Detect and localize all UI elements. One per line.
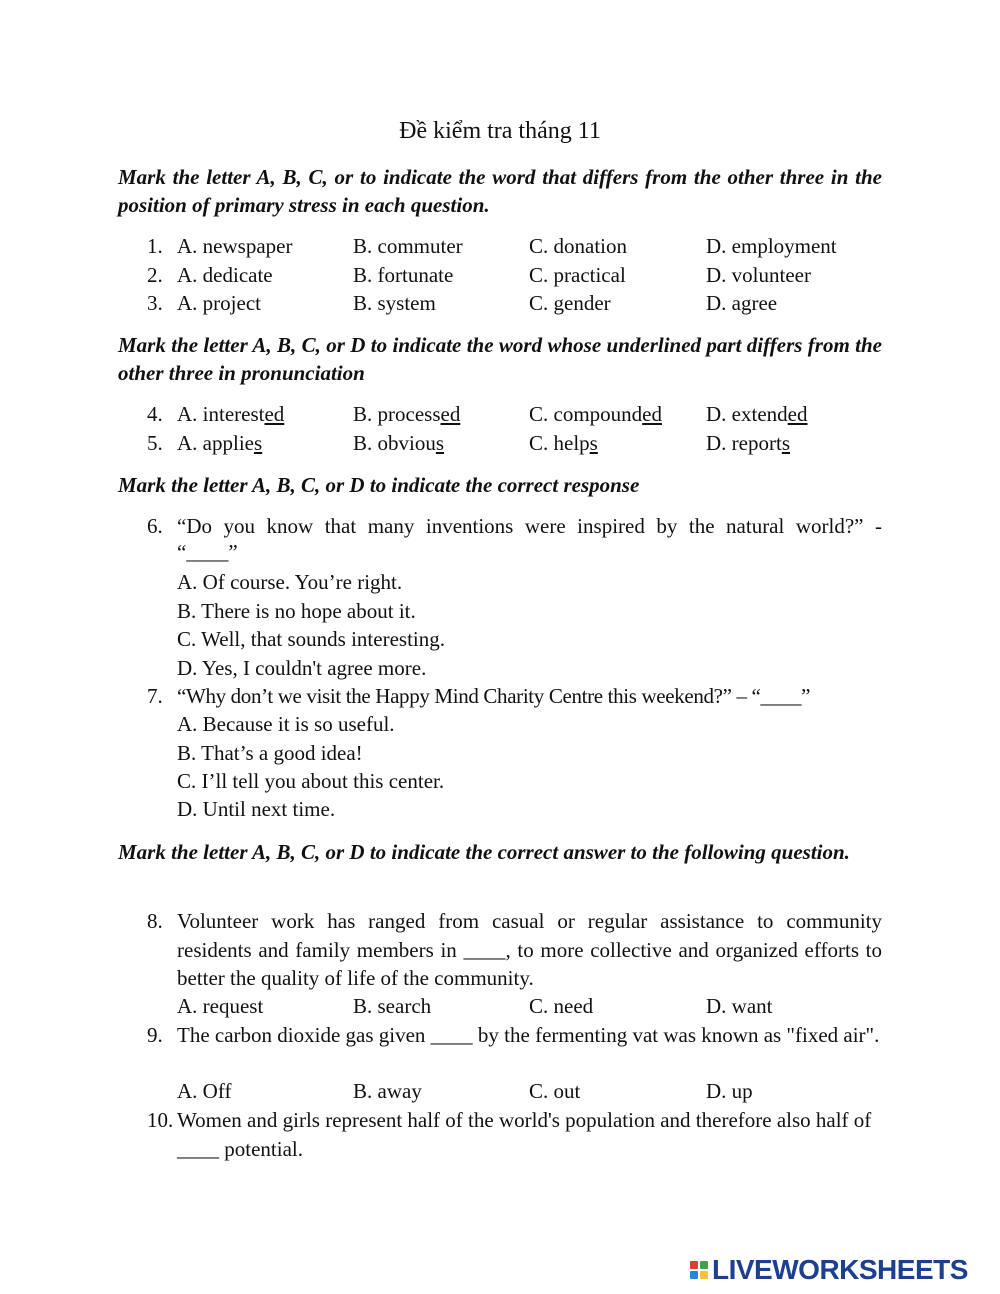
question-7-choice-c[interactable]: C. I’ll tell you about this center. <box>177 769 445 793</box>
option-c[interactable]: C. need <box>529 994 594 1018</box>
question-7-choice-d[interactable]: D. Until next time. <box>177 797 336 821</box>
option-b[interactable]: B. obvious <box>353 431 445 455</box>
option-d[interactable]: D. volunteer <box>706 263 811 287</box>
option-b[interactable]: B. fortunate <box>353 263 454 287</box>
section-4-instruction: Mark the letter A, B, C, or D to indicate the correct answer to the following question. <box>118 840 850 864</box>
option-d[interactable]: D. agree <box>706 291 778 315</box>
section-2-instruction: Mark the letter A, B, C, or D to indicate the word whose underlined part differs from the other three in pronunciation <box>118 333 882 385</box>
option-c[interactable]: C. compounded <box>529 402 662 426</box>
option-d[interactable]: D. want <box>706 994 773 1018</box>
option-a[interactable]: A. dedicate <box>177 263 273 287</box>
section-3-instruction: Mark the letter A, B, C, or D to indicate the correct response <box>118 473 640 497</box>
option-d[interactable]: D. employment <box>706 234 837 258</box>
option-d[interactable]: D. extended <box>706 402 808 426</box>
option-b[interactable]: B. commuter <box>353 234 463 258</box>
option-c[interactable]: C. helps <box>529 431 598 455</box>
logo-icon <box>690 1261 708 1279</box>
option-c[interactable]: C. practical <box>529 263 626 287</box>
question-6-choice-b[interactable]: B. There is no hope about it. <box>177 599 416 623</box>
option-b[interactable]: B. processed <box>353 402 461 426</box>
question-6-choice-d[interactable]: D. Yes, I couldn't agree more. <box>177 656 427 680</box>
option-a[interactable]: A. applies <box>177 431 263 455</box>
question-6-choice-a[interactable]: A. Of course. You’re right. <box>177 570 403 594</box>
logo-square-yellow <box>700 1271 708 1279</box>
question-number: 10. <box>147 1108 174 1132</box>
option-a[interactable]: A. interested <box>177 402 285 426</box>
option-d[interactable]: D. reports <box>706 431 790 455</box>
question-number: 5. <box>147 431 163 455</box>
option-b[interactable]: B. system <box>353 291 436 315</box>
option-a[interactable]: A. Off <box>177 1079 232 1103</box>
option-a[interactable]: A. project <box>177 291 261 315</box>
question-number: 2. <box>147 263 163 287</box>
question-7-choice-a[interactable]: A. Because it is so useful. <box>177 712 395 736</box>
question-6-blank[interactable]: “____” <box>177 540 238 564</box>
logo-square-red <box>690 1261 698 1269</box>
question-number: 7. <box>147 684 163 708</box>
option-d[interactable]: D. up <box>706 1079 753 1103</box>
question-number: 8. <box>147 909 163 933</box>
option-a[interactable]: A. request <box>177 994 264 1018</box>
question-6-text: “Do you know that many inventions were inspired by the natural world?” - <box>177 514 882 538</box>
question-number: 1. <box>147 234 163 258</box>
question-9-text: The carbon dioxide gas given ____ by the fermenting vat was known as "fixed air". <box>177 1023 880 1047</box>
liveworksheets-logo <box>690 1255 968 1285</box>
question-number: 6. <box>147 514 163 538</box>
logo-text: LIVEWORKSHEETS <box>712 1254 968 1285</box>
option-c[interactable]: C. out <box>529 1079 581 1103</box>
logo-square-green <box>700 1261 708 1269</box>
logo-square-blue <box>690 1271 698 1279</box>
question-number: 9. <box>147 1023 163 1047</box>
option-c[interactable]: C. gender <box>529 291 611 315</box>
question-number: 3. <box>147 291 163 315</box>
section-1-instruction: Mark the letter A, B, C, or to indicate the word that differs from the other three in the position of primary stress in each question. <box>118 165 882 217</box>
question-8-text: Volunteer work has ranged from casual or regular assistance to community residents and family members in ____, to more collective and organized efforts to better the quality of life of the community. <box>177 909 882 990</box>
option-a[interactable]: A. newspaper <box>177 234 293 258</box>
question-10-text: Women and girls represent half of the world's population and therefore also half of ____ potential. <box>177 1108 872 1161</box>
option-c[interactable]: C. donation <box>529 234 627 258</box>
question-6-choice-c[interactable]: C. Well, that sounds interesting. <box>177 627 445 651</box>
option-b[interactable]: B. away <box>353 1079 422 1103</box>
question-7-text: “Why don’t we visit the Happy Mind Charity Centre this weekend?” – “____” <box>177 684 811 708</box>
option-b[interactable]: B. search <box>353 994 432 1018</box>
page-title: Đề kiểm tra tháng 11 <box>399 118 601 144</box>
question-7-choice-b[interactable]: B. That’s a good idea! <box>177 741 363 765</box>
question-number: 4. <box>147 402 163 426</box>
